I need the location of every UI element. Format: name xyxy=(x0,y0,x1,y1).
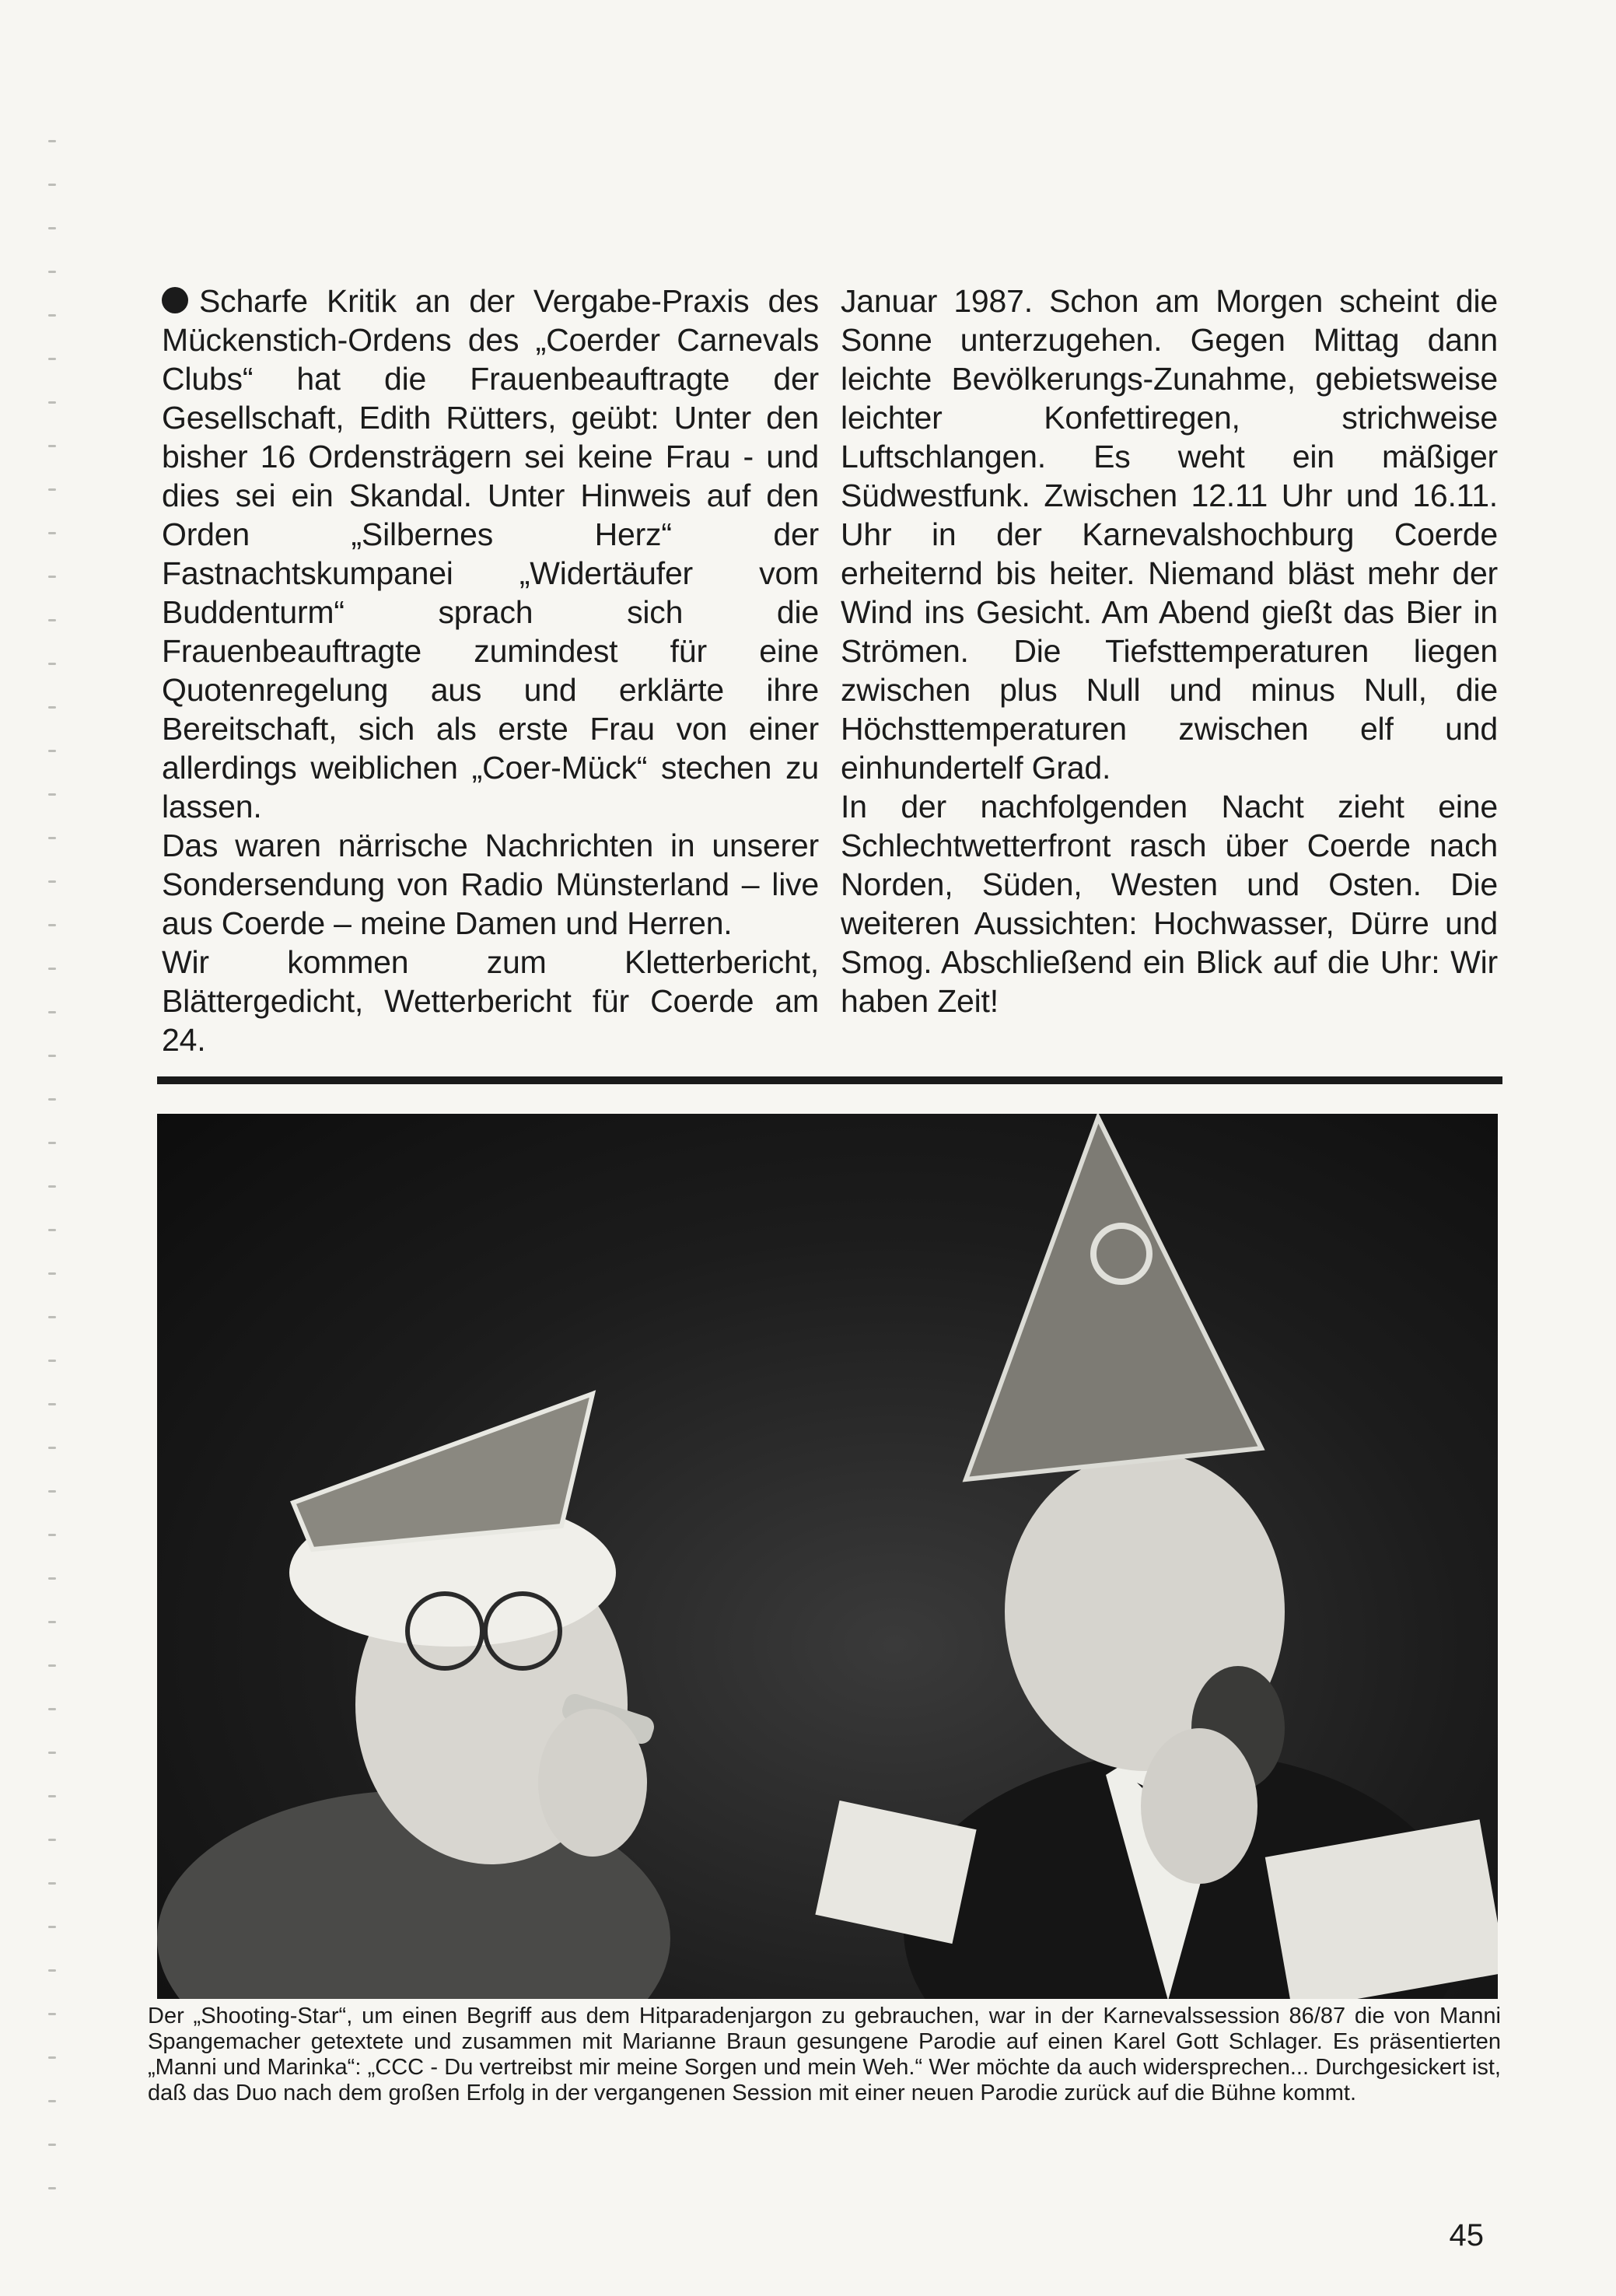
binding-mark xyxy=(48,140,56,142)
binding-mark xyxy=(48,1577,56,1580)
binding-holes xyxy=(48,140,59,2240)
binding-mark xyxy=(48,227,56,229)
binding-mark xyxy=(48,1534,56,1536)
binding-mark xyxy=(48,314,56,317)
article-column-right xyxy=(841,282,1498,1069)
binding-mark xyxy=(48,445,56,447)
binding-mark xyxy=(48,488,56,491)
binding-mark xyxy=(48,1316,56,1318)
binding-mark xyxy=(48,1229,56,1231)
paragraph: Wir kommen zum Kletterbericht, Blättergedicht, Wetterbericht für Coerde am 24. xyxy=(162,944,819,1058)
binding-mark xyxy=(48,1185,56,1188)
woman-hand xyxy=(538,1709,647,1857)
binding-mark xyxy=(48,1926,56,1928)
binding-mark xyxy=(48,968,56,970)
binding-mark xyxy=(48,837,56,839)
woman-carnival-cap xyxy=(293,1394,593,1549)
binding-mark xyxy=(48,2144,56,2146)
binding-mark xyxy=(48,880,56,883)
photo xyxy=(157,1114,1498,1999)
page-number: 45 xyxy=(1449,2218,1484,2252)
binding-mark xyxy=(48,2013,56,2015)
binding-mark xyxy=(48,271,56,273)
paragraph-text: Scharfe Kritik an der Vergabe-Praxis des Mückenstich-Ordens des „Coerder Carnevals Clubs“ hat die Frauenbeauftragte der Gesellschaft, Edith Rütters, geübt: Unter den bisher 16 Ordensträgern sei keine Frau - und dies sei ein Skandal. Unter Hinweis auf den Orden „Silbernes Herz“ der Fastnachtskumpanei „Widertäufer vom Buddenturm“ sprach sich die Frauenbeauftragte zumindest für eine Quotenregelung aus und erklärte ihre Bereitschaft, sich als erste Frau von einer allerdings weiblichen „Coer-Mück“ stechen zu lassen. xyxy=(162,283,819,824)
paragraph: Januar 1987. Schon am Morgen scheint die Sonne unterzugehen. Gegen Mittag dann leichte Bevölkerungs-Zunahme, gebietsweise leichter Konfettiregen, strichweise Luftschlangen. Es weht ein mäßiger Südwestfunk. Zwischen 12.11 Uhr und 16.11. Uhr in der Karnevalshochburg Coerde erheiternd bis heiter. Niemand bläst mehr der Wind ins Gesicht. Am Abend gießt das Bier in Strömen. Die Tiefsttemperaturen liegen zwischen plus Null und minus Null, die Höchsttemperaturen zwischen elf und einhundertelf Grad. xyxy=(841,283,1498,786)
binding-mark xyxy=(48,401,56,404)
binding-mark xyxy=(48,184,56,186)
bullet-icon xyxy=(162,287,188,313)
binding-mark xyxy=(48,1752,56,1754)
binding-mark xyxy=(48,1011,56,1013)
binding-mark xyxy=(48,576,56,578)
caption-text: Der „Shooting-Star“, um einen Begriff aus dem Hitparadenjargon zu gebrauchen, war in der Karnevalssession 86/87 die von Manni Spangemacher getextete und zusammen mit Marianne Braun gesungene Parodie auf einen Karel Gott Schlager. Es präsentierten „Manni und Marinka“: „CCC - Du vertreibst mir meine Sorgen und mein Weh.“ Wer möchte da auch widersprechen... Durchgesickert ist, daß das Duo nach dem großen Erfolg in der vergangenen Session mit einer neuen Parodie zurück auf die Bühne kommt. xyxy=(148,2004,1501,2105)
paragraph: In der nachfolgenden Nacht zieht eine Schlechtwetterfront rasch über Coerde nach Norden, Süden, Westen und Osten. Die weiteren Aussichten: Hochwasser, Dürre und Smog. Abschließend ein Blick auf die Uhr: Wir haben Zeit! xyxy=(841,789,1498,1019)
binding-mark xyxy=(48,750,56,752)
binding-mark xyxy=(48,1969,56,1972)
binding-mark xyxy=(48,1447,56,1449)
binding-mark xyxy=(48,532,56,534)
horizontal-rule xyxy=(157,1076,1502,1084)
binding-mark xyxy=(48,1360,56,1362)
binding-mark xyxy=(48,1055,56,1057)
man-carnival-cap xyxy=(966,1118,1261,1479)
article-column-left xyxy=(162,282,819,1069)
binding-mark xyxy=(48,1882,56,1885)
binding-mark xyxy=(48,1403,56,1405)
paper-sheet xyxy=(815,1801,976,1944)
binding-mark xyxy=(48,1098,56,1101)
paragraph xyxy=(162,282,819,826)
binding-mark xyxy=(48,358,56,360)
binding-mark xyxy=(48,2056,56,2059)
photo-caption xyxy=(148,2004,1501,2106)
binding-mark xyxy=(48,1795,56,1797)
article-columns xyxy=(162,282,1498,1069)
paragraph: Das waren närrische Nachrichten in unserer Sondersendung von Radio Münsterland – live aus Coerde – meine Damen und Herren. xyxy=(162,828,819,941)
binding-mark xyxy=(48,619,56,621)
binding-mark xyxy=(48,924,56,926)
binding-mark xyxy=(48,2187,56,2189)
binding-mark xyxy=(48,1490,56,1493)
binding-mark xyxy=(48,793,56,796)
binding-mark xyxy=(48,1664,56,1667)
photo-illustration xyxy=(157,1114,1498,1999)
binding-mark xyxy=(48,1839,56,1841)
binding-mark xyxy=(48,1708,56,1710)
binding-mark xyxy=(48,1621,56,1623)
binding-mark xyxy=(48,663,56,665)
binding-mark xyxy=(48,1142,56,1144)
binding-mark xyxy=(48,706,56,709)
man-hand xyxy=(1141,1728,1257,1884)
binding-mark xyxy=(48,1272,56,1275)
binding-mark xyxy=(48,2100,56,2102)
